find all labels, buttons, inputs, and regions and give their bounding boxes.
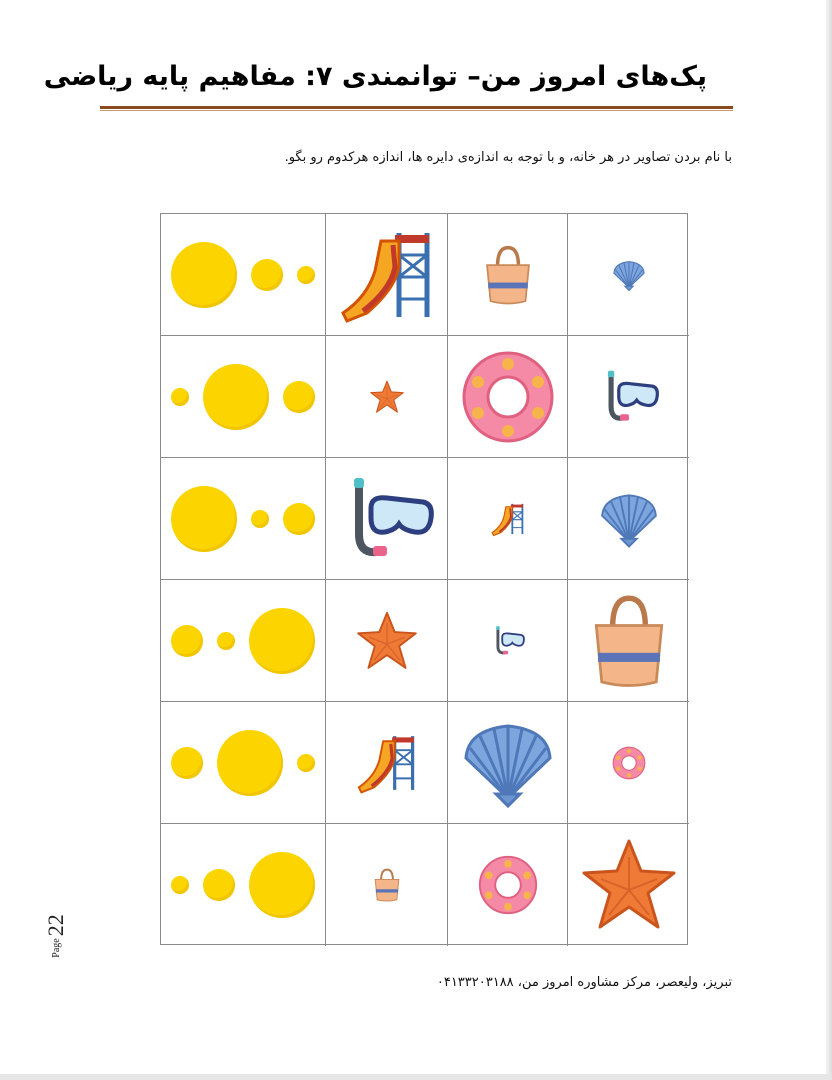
picture-cell <box>448 458 568 580</box>
size-circle-big <box>203 364 269 430</box>
page-title: پک‌های امروز من– توانمندی ۷: مفاهیم پایه ریاضی <box>43 61 707 92</box>
snorkel-mask-icon <box>337 469 437 569</box>
picture-cell <box>568 824 689 946</box>
picture-cell <box>568 580 689 702</box>
slide-icon <box>337 225 437 325</box>
picture-cell <box>568 214 689 336</box>
size-circle-med <box>283 503 315 535</box>
title-underline <box>100 106 733 109</box>
page-number <box>26 914 86 958</box>
size-circle-sm <box>217 632 235 650</box>
footer-address: تبریز، ولیعصر، مرکز مشاوره امروز من، ۰۴۱۳۳۲۰۳۱۸۸ <box>436 975 732 990</box>
size-circles-cell <box>161 580 326 702</box>
page-number-value: 22 <box>43 914 68 937</box>
size-circles <box>161 214 325 335</box>
size-circle-med <box>171 747 203 779</box>
swim-ring-icon <box>458 347 558 447</box>
size-circles <box>161 336 325 457</box>
size-circles-cell <box>161 214 326 336</box>
size-circles-cell <box>161 458 326 580</box>
size-circle-med <box>171 625 203 657</box>
starfish-icon <box>355 609 419 673</box>
size-circle-sm <box>171 388 189 406</box>
worksheet-grid <box>160 213 688 945</box>
snorkel-mask-icon <box>597 365 661 429</box>
size-circle-med <box>203 869 235 901</box>
bag-icon <box>476 243 540 307</box>
slide-icon <box>490 501 526 537</box>
instruction-text: با نام بردن تصاویر در هر خانه، و با توجه به اندازه‌ی دایره ها، اندازه هرکدوم رو بگو. <box>284 150 732 165</box>
size-circles-cell <box>161 336 326 458</box>
size-circle-big <box>171 486 237 552</box>
picture-cell <box>326 824 448 946</box>
size-circle-sm <box>297 754 315 772</box>
size-circles <box>161 702 325 823</box>
picture-cell <box>448 824 568 946</box>
size-circles-cell <box>161 824 326 946</box>
bag-icon <box>579 591 679 691</box>
snorkel-mask-icon <box>490 623 526 659</box>
picture-cell <box>568 336 689 458</box>
picture-cell <box>326 336 448 458</box>
page-label: Page <box>50 938 62 958</box>
seashell-icon <box>458 713 558 813</box>
page-edge-shadow <box>826 0 832 1080</box>
size-circle-big <box>249 608 315 674</box>
size-circle-sm <box>297 266 315 284</box>
seashell-icon <box>611 257 647 293</box>
slide-icon <box>355 731 419 795</box>
size-circles <box>161 580 325 701</box>
swim-ring-icon <box>611 745 647 781</box>
bag-icon <box>369 867 405 903</box>
title-underline-thin <box>100 110 733 111</box>
seashell-icon <box>597 487 661 551</box>
size-circle-big <box>249 852 315 918</box>
size-circle-big <box>171 242 237 308</box>
picture-cell <box>448 336 568 458</box>
size-circle-sm <box>251 510 269 528</box>
picture-cell <box>326 580 448 702</box>
swim-ring-icon <box>476 853 540 917</box>
starfish-icon <box>369 379 405 415</box>
starfish-icon <box>579 835 679 935</box>
size-circle-med <box>283 381 315 413</box>
picture-cell <box>326 214 448 336</box>
size-circle-med <box>251 259 283 291</box>
size-circle-sm <box>171 876 189 894</box>
size-circles <box>161 458 325 579</box>
picture-cell <box>448 702 568 824</box>
page-bottom-shadow <box>0 1074 832 1080</box>
picture-cell <box>326 702 448 824</box>
size-circles <box>161 824 325 946</box>
size-circles-cell <box>161 702 326 824</box>
picture-cell <box>448 214 568 336</box>
size-circle-big <box>217 730 283 796</box>
picture-cell <box>448 580 568 702</box>
picture-cell <box>568 458 689 580</box>
picture-cell <box>568 702 689 824</box>
picture-cell <box>326 458 448 580</box>
